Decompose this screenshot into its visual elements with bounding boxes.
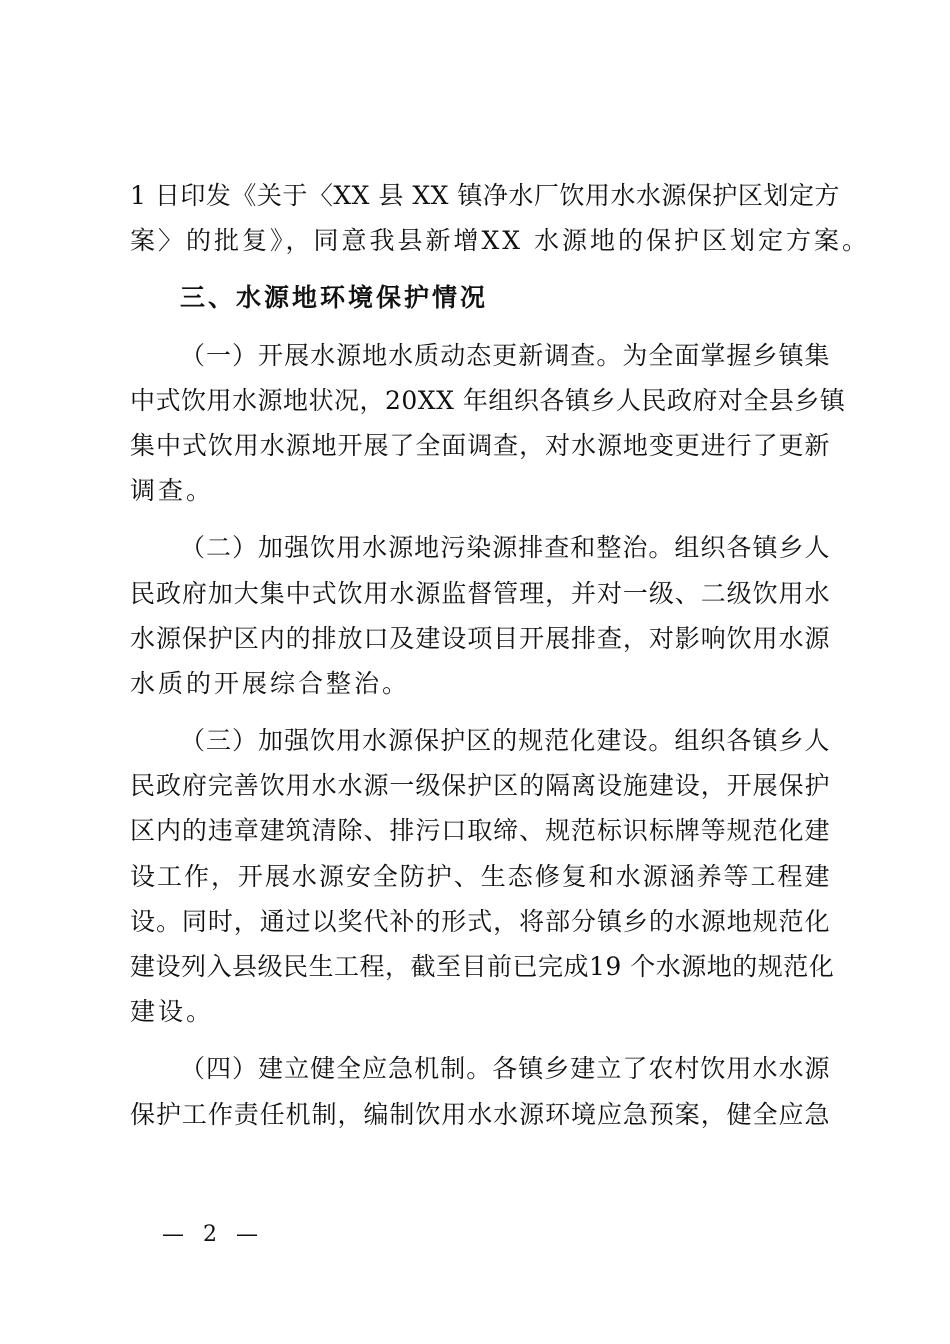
text-line: 建设。 <box>130 997 215 1027</box>
paragraph-gap <box>130 1034 830 1046</box>
paragraph-gap <box>130 263 830 275</box>
paragraph-1 <box>130 333 846 514</box>
text-line: （四）建立健全应急机制。各镇乡建立了农村饮用水水源 <box>180 1054 830 1084</box>
text-line: 设工作，开展水源安全防护、生态修复和水源涵养等工程建 <box>130 861 830 891</box>
text-line: 调查。 <box>130 476 215 506</box>
text-line: 建设列入县级民生工程，截至目前已完成19 个水源地的规范化 <box>130 952 835 981</box>
text-line: 民政府加大集中式饮用水源监督管理，并对一级、二级饮用水 <box>130 578 830 608</box>
document-body <box>130 173 871 1137</box>
paragraph-gap <box>130 321 830 333</box>
text-line: （二）加强饮用水源地污染源排查和整治。组织各镇乡人 <box>180 533 830 563</box>
text-line: 案〉的批复》，同意我县新增XX 水源地的保护区划定方案。 <box>130 226 871 256</box>
page-number: — 2 — <box>162 1222 264 1247</box>
text-line: 民政府完善饮用水水源一级保护区的隔离设施建设，开展保护 <box>130 771 830 801</box>
text-line: 保护工作责任机制，编制饮用水水源环境应急预案，健全应急 <box>130 1099 830 1129</box>
text-line: 水源保护区内的排放口及建设项目开展排查，对影响饮用水源 <box>130 623 830 653</box>
paragraph-approval-continuation <box>130 173 871 263</box>
section-heading: 三、水源地环境保护情况 <box>180 283 489 313</box>
text-line: 1 日印发《关于〈XX 县 XX 镇净水厂饮用水水源保护区划定方 <box>130 181 840 210</box>
text-line: 水质的开展综合整治。 <box>130 668 411 698</box>
paragraph-4 <box>130 1046 830 1136</box>
text-line: （一）开展水源地水质动态更新调查。为全面掌握乡镇集 <box>180 340 830 370</box>
text-line: （三）加强饮用水源保护区的规范化建设。组织各镇乡人 <box>180 726 830 756</box>
paragraph-2 <box>130 525 830 706</box>
paragraph-gap <box>130 706 830 718</box>
text-line: 设。同时，通过以奖代补的形式，将部分镇乡的水源地规范化 <box>130 906 830 936</box>
text-line: 中式饮用水源地状况，20XX 年组织各镇乡人民政府对全县乡镇 <box>130 385 846 415</box>
text-line: 区内的违章建筑清除、排污口取缔、规范标识标牌等规范化建 <box>130 816 830 846</box>
paragraph-gap <box>130 513 830 525</box>
paragraph-3 <box>130 718 835 1034</box>
text-line: 集中式饮用水源地开展了全面调查，对水源地变更进行了更新 <box>130 430 830 460</box>
